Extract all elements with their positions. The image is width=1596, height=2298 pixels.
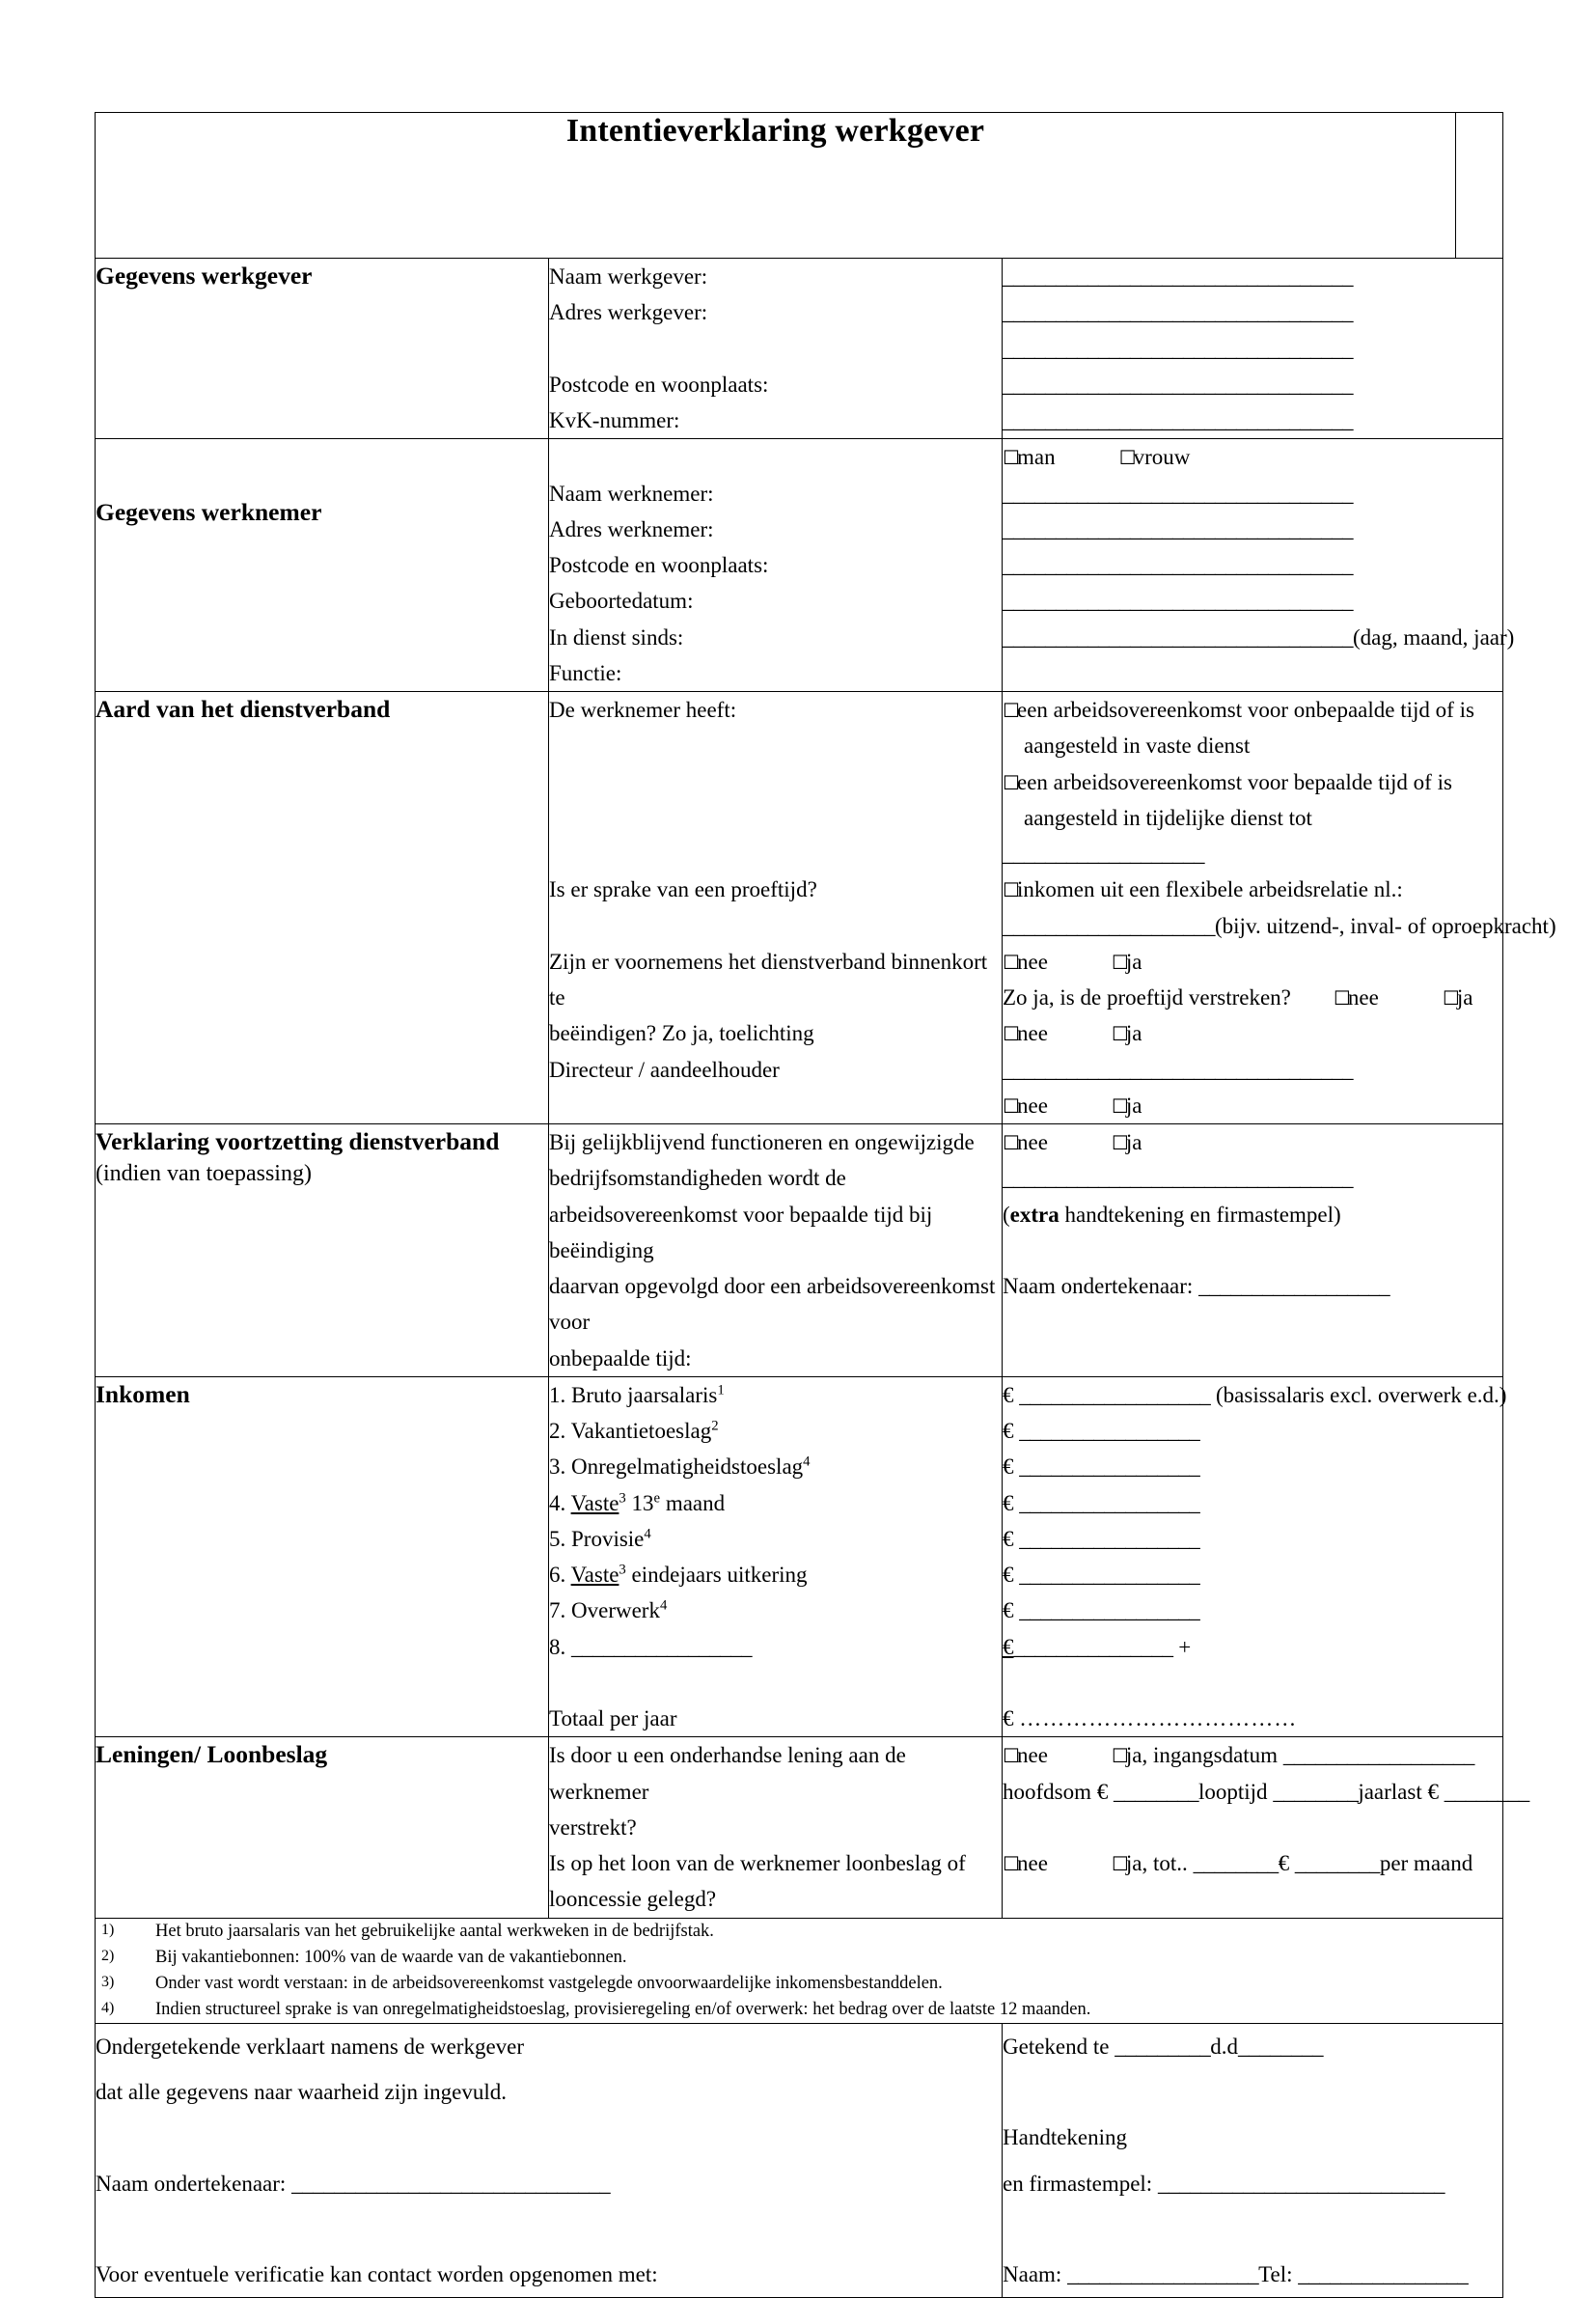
employment-answers	[1003, 692, 1556, 1124]
income-row-7-text: Overwerk	[571, 1598, 660, 1623]
footnote-3-num: 3)	[101, 1973, 115, 1990]
employee-label-indienst: In dienst sinds:	[549, 624, 684, 650]
employment-option-2-input[interactable]: ___________________	[1003, 842, 1204, 866]
employee-input-geboortedatum[interactable]: _________________________________	[1003, 589, 1353, 614]
employer-label-blank	[549, 331, 1002, 367]
employer-input-adres2[interactable]: _________________________________	[1003, 336, 1353, 361]
employee-field-inputs	[1003, 439, 1515, 692]
euro-sign-5: €	[1003, 1526, 1014, 1551]
footnote-item	[96, 1997, 1502, 2023]
loans-answers	[1003, 1737, 1529, 1918]
income-row-2-num: 2.	[549, 1419, 566, 1443]
employer-label-naam: Naam werkgever:	[549, 264, 708, 289]
declaration-stamp-label: en firmastempel:	[1003, 2171, 1158, 2196]
employment-option-1-cont-text: aangesteld in vaste dienst	[1024, 734, 1251, 759]
income-row-5-num: 5.	[549, 1526, 566, 1551]
euro-sign-1: €	[1003, 1382, 1014, 1407]
loan-annualcost-label: jaarlast €	[1358, 1779, 1445, 1804]
employment-termination-input[interactable]: _________________________________	[1003, 1057, 1353, 1082]
declaration-verification-label: Voor eventuele verificatie kan contact worden opgenomen met:	[96, 2261, 658, 2286]
income-amount-1-input[interactable]: __________________	[1019, 1382, 1211, 1407]
income-row-6-text-underline: Vaste	[570, 1563, 619, 1587]
loans-q2-answer-row	[1003, 1845, 1502, 1881]
income-row-8-num: 8.	[549, 1634, 566, 1659]
loan-startdate-input[interactable]: __________________	[1282, 1743, 1474, 1768]
income-amount-3-input[interactable]: _________________	[1019, 1454, 1200, 1480]
income-plus-sign: +	[1178, 1634, 1192, 1659]
income-amount-1-row	[1003, 1377, 1507, 1413]
loan-term-label: looptijd	[1198, 1779, 1274, 1804]
continuation-signer-row	[1003, 1268, 1502, 1304]
declaration-right-cell	[1003, 2024, 1503, 2298]
loans-q1-line1: Is door u een onderhandse lening aan de werknemer	[549, 1743, 906, 1804]
page-title: Intentieverklaring werkgever	[565, 113, 985, 149]
checkbox-termination-yes-icon[interactable]: ☐	[1111, 1022, 1129, 1046]
form-container	[95, 112, 1556, 2298]
employment-probation-question: Is er sprake van een proeftijd?	[549, 877, 817, 902]
footnote-1-num: 1)	[101, 1921, 115, 1938]
employee-field-labels	[549, 439, 1003, 692]
probation-yes-label: ja	[1125, 949, 1142, 974]
loans-q1-line2: verstrekt?	[549, 1814, 637, 1840]
continuation-text-line-3: arbeidsovereenkomst voor bepaalde tijd bij beëindiging	[549, 1202, 933, 1262]
income-row-4-num: 4.	[549, 1490, 566, 1515]
employment-termination-q1: Zijn er voornemens het dienstverband binnenkort te	[549, 949, 988, 1010]
garnishment-yes-label: ja, tot..	[1125, 1851, 1194, 1875]
income-row-7-num: 7.	[549, 1598, 566, 1623]
income-row-7-note: 4	[659, 1597, 668, 1614]
checkbox-probation-no-icon[interactable]: ☐	[1003, 950, 1020, 974]
continuation-section-row	[96, 1124, 1503, 1377]
footnote-2-num: 2)	[101, 1947, 115, 1964]
euro-sign-6: €	[1003, 1563, 1014, 1587]
income-row-3-label	[549, 1449, 1002, 1484]
continuation-yes-label: ja	[1125, 1130, 1142, 1154]
probation-elapsed-no-label: nee	[1347, 985, 1379, 1010]
income-amount-5-input[interactable]: _________________	[1019, 1526, 1200, 1551]
income-amount-7-row	[1003, 1592, 1502, 1628]
declaration-stamp-input[interactable]: ___________________________	[1157, 2171, 1445, 2196]
employment-option-2-cont-text: aangesteld in tijdelijke dienst tot	[1024, 805, 1312, 830]
document-title-cell	[96, 113, 1456, 259]
income-amount-7-input[interactable]: _________________	[1019, 1598, 1200, 1623]
employee-indienst-hint: (dag, maand, jaar)	[1353, 624, 1515, 650]
employee-input-naam[interactable]: _________________________________	[1003, 481, 1353, 506]
title-spacer-cell	[1456, 113, 1503, 259]
footnote-4-num: 4)	[101, 1999, 115, 2016]
continuation-text-line-1: Bij gelijkblijvend functioneren en ongewijzigde	[549, 1130, 975, 1154]
income-row-6-text-rest: eindejaars uitkering	[625, 1563, 808, 1587]
income-section-row	[96, 1376, 1503, 1737]
income-row-2-label	[549, 1413, 1002, 1449]
employment-section-row	[96, 692, 1503, 1124]
declaration-contact-tel-input[interactable]: ________________	[1298, 2261, 1469, 2286]
employment-probation-answer	[1003, 944, 1502, 980]
declaration-signature-label: Handtekening	[1003, 2125, 1128, 2150]
euro-sign-total: €	[1003, 1706, 1014, 1730]
declaration-left-cell	[96, 2024, 1003, 2298]
income-row-4-note2: e	[653, 1489, 661, 1506]
employee-label-adres: Adres werknemer:	[549, 516, 714, 541]
checkbox-termination-no-icon[interactable]: ☐	[1003, 1022, 1020, 1046]
employment-option-1	[1003, 692, 1502, 728]
employee-input-indienst[interactable]: _________________________________	[1003, 624, 1353, 650]
continuation-note-open: (	[1003, 1202, 1010, 1227]
loan-annualcost-input[interactable]: ________	[1444, 1779, 1529, 1804]
employment-intro: De werknemer heeft:	[549, 698, 737, 722]
euro-sign-2: €	[1003, 1419, 1014, 1443]
employer-section-row	[96, 259, 1503, 439]
continuation-answers	[1003, 1124, 1503, 1377]
footnotes-table	[96, 1919, 1502, 2024]
loans-section-label: Leningen/ Loonbeslag	[96, 1737, 549, 1918]
footnote-4-text: Indien structureel sprake is van onregelmatigheidstoeslag, provisieregeling en/of overwerk: het bedrag over de laatste 12 maanden.	[155, 1999, 1091, 2019]
title-row	[96, 113, 1503, 259]
continuation-section-label-cell	[96, 1124, 549, 1377]
employer-section-label: Gegevens werkgever	[96, 259, 549, 439]
employer-label-adres: Adres werkgever:	[549, 300, 708, 325]
employee-section-row	[96, 439, 1503, 692]
income-row-1-num: 1.	[549, 1382, 566, 1407]
continuation-signer-label: Naam ondertekenaar:	[1003, 1274, 1199, 1298]
employee-label-naam: Naam werknemer:	[549, 481, 714, 506]
income-row-2-text: Vakantietoeslag	[570, 1419, 712, 1443]
euro-sign-4: €	[1003, 1490, 1014, 1515]
footnotes-cell	[96, 1918, 1503, 2024]
checkbox-garnishment-no-icon[interactable]: ☐	[1003, 1852, 1020, 1875]
income-row-3-num: 3.	[549, 1454, 566, 1480]
income-total-row	[1003, 1701, 1502, 1736]
employment-questions	[549, 692, 1003, 1124]
footnotes-row	[96, 1918, 1503, 2024]
employment-option-3-text: inkomen uit een flexibele arbeidsrelatie nl.:	[1017, 877, 1403, 902]
checkbox-permanent-contract-icon[interactable]: ☐	[1003, 699, 1020, 722]
continuation-no-label: nee	[1017, 1130, 1048, 1154]
euro-sign-7: €	[1003, 1598, 1014, 1623]
income-row-6-num: 6.	[549, 1563, 566, 1587]
director-yes-label: ja	[1125, 1093, 1142, 1118]
checkbox-vrouw-label: vrouw	[1133, 445, 1191, 470]
declaration-stamp-row	[1003, 2161, 1502, 2206]
income-row-4-note: 3	[619, 1489, 626, 1506]
employer-input-adres[interactable]: _________________________________	[1003, 300, 1353, 325]
declaration-signer-input[interactable]: ______________________________	[291, 2171, 611, 2196]
employee-label-postcode: Postcode en woonplaats:	[549, 553, 769, 577]
footnote-item	[96, 1971, 1502, 1997]
loans-q2-line1: Is op het loon van de werknemer loonbeslag of	[549, 1851, 966, 1875]
loan-principal-input[interactable]: ________	[1114, 1779, 1198, 1804]
income-row-4-label	[549, 1485, 1002, 1521]
income-row-6-label	[549, 1557, 1002, 1592]
income-amount-2-input[interactable]: _________________	[1019, 1419, 1200, 1443]
continuation-note-bold: extra	[1009, 1202, 1059, 1227]
income-row-2-note: 2	[711, 1418, 719, 1434]
income-row-3-text: Onregelmatigheidstoeslag	[571, 1454, 804, 1480]
employment-option-1-text: een arbeidsovereenkomst voor onbepaalde tijd of is	[1017, 698, 1474, 722]
footnote-3-text: Onder vast wordt verstaan: in de arbeidsovereenkomst vastgelegde onvoorwaardelijke inkomensbestanddelen.	[155, 1973, 943, 1993]
declaration-dd-label: d.d	[1210, 2035, 1238, 2060]
employment-option-3-cont	[1003, 908, 1556, 944]
declaration-line-2: dat alle gegevens naar waarheid zijn ingevuld.	[96, 2080, 507, 2105]
employee-input-adres[interactable]: _________________________________	[1003, 516, 1353, 541]
probation-elapsed-yes-label: ja	[1456, 985, 1473, 1010]
declaration-dd-input[interactable]: ________	[1237, 2035, 1323, 2060]
declaration-contact-tel-label: Tel:	[1258, 2261, 1299, 2286]
checkbox-probation-yes-icon[interactable]: ☐	[1111, 950, 1129, 974]
loans-amounts-row	[1003, 1774, 1529, 1810]
employer-field-inputs	[1003, 259, 1503, 439]
declaration-signer-label: Naam ondertekenaar:	[96, 2171, 292, 2196]
income-row-4-text-underline: Vaste	[570, 1490, 619, 1515]
loans-section-row	[96, 1737, 1503, 1918]
checkbox-continuation-no-icon[interactable]: ☐	[1003, 1131, 1020, 1154]
checkbox-director-yes-icon[interactable]: ☐	[1111, 1094, 1129, 1118]
probation-followup-question: Zo ja, is de proeftijd verstreken?	[1003, 985, 1291, 1010]
declaration-signer-row	[96, 2161, 1002, 2206]
income-total-label: Totaal per jaar	[549, 1706, 677, 1730]
declaration-contact-name-label: Naam:	[1003, 2261, 1068, 2286]
probation-no-label: nee	[1017, 949, 1048, 974]
termination-no-label: nee	[1017, 1021, 1048, 1046]
income-amount-4-input[interactable]: _________________	[1019, 1490, 1200, 1515]
employment-option-3-hint: (bijv. uitzend-, inval- of oproepkracht)	[1215, 913, 1556, 938]
income-amount-3-row	[1003, 1449, 1502, 1484]
income-line-labels	[549, 1376, 1003, 1737]
continuation-signer-input[interactable]: __________________	[1198, 1274, 1390, 1298]
continuation-text	[549, 1124, 1003, 1377]
checkbox-man-icon[interactable]: ☐	[1003, 446, 1020, 470]
income-row-3-note: 4	[803, 1454, 811, 1470]
employer-label-postcode: Postcode en woonplaats:	[549, 372, 769, 397]
euro-sign-3: €	[1003, 1454, 1014, 1480]
loans-q2-line2: looncessie gelegd?	[549, 1887, 717, 1912]
checkbox-vrouw-icon[interactable]: ☐	[1118, 446, 1137, 470]
employer-label-kvk: KvK-nummer:	[549, 408, 680, 432]
continuation-text-line-4: daarvan opgevolgd door een arbeidsovereenkomst voor	[549, 1274, 996, 1335]
employee-label-functie: Functie:	[549, 660, 622, 685]
intention-declaration-form	[95, 112, 1556, 2298]
income-amount-6-input[interactable]: _________________	[1019, 1563, 1200, 1587]
employee-section-label: Gegevens werknemer	[96, 439, 549, 692]
income-section-label: Inkomen	[96, 1376, 549, 1737]
loan-term-input[interactable]: ________	[1273, 1779, 1359, 1804]
income-row-4-text-rest2: maand	[660, 1490, 726, 1515]
loan-no-label: nee	[1017, 1743, 1048, 1768]
income-row-1-text: Bruto jaarsalaris	[571, 1382, 718, 1407]
footnote-item	[96, 1919, 1502, 1945]
garnishment-euro-sign: €	[1278, 1851, 1295, 1875]
footnote-2-text: Bij vakantiebonnen: 100% van de waarde van de vakantiebonnen.	[155, 1947, 627, 1967]
garnishment-no-label: nee	[1017, 1851, 1048, 1875]
checkbox-garnishment-yes-icon[interactable]: ☐	[1111, 1852, 1129, 1875]
checkbox-probation-elapsed-no-icon[interactable]: ☐	[1333, 986, 1351, 1010]
garnishment-total-input[interactable]: ________	[1193, 1851, 1279, 1875]
employment-option-1-cont	[1003, 728, 1502, 763]
checkbox-flexible-contract-icon[interactable]: ☐	[1003, 878, 1020, 902]
garnishment-permonth-label: per maand	[1379, 1851, 1473, 1875]
income-row-5-note: 4	[644, 1526, 651, 1542]
checkbox-probation-elapsed-yes-icon[interactable]: ☐	[1442, 986, 1460, 1010]
employee-input-indienst-row	[1003, 620, 1515, 655]
continuation-section-sublabel: (indien van toepassing)	[96, 1161, 312, 1187]
income-row-8-input-label[interactable]: _________________	[571, 1634, 752, 1659]
employment-option-2	[1003, 764, 1502, 800]
income-amount-4-row	[1003, 1485, 1502, 1521]
termination-yes-label: ja	[1125, 1021, 1142, 1046]
income-row-8-label	[549, 1629, 1002, 1665]
garnishment-amount-input[interactable]: ________	[1294, 1851, 1380, 1875]
income-amount-inputs	[1003, 1376, 1507, 1737]
footnote-item	[96, 1945, 1502, 1971]
continuation-section-label: Verklaring voortzetting dienstverband	[96, 1127, 500, 1155]
continuation-signature-note	[1003, 1197, 1502, 1232]
employee-input-postcode[interactable]: _________________________________	[1003, 553, 1353, 577]
loan-principal-label: hoofdsom €	[1003, 1779, 1114, 1804]
employee-gender-row	[1003, 439, 1502, 475]
employment-option-3	[1003, 872, 1502, 907]
employment-director-question: Directeur / aandeelhouder	[549, 1057, 780, 1082]
employment-option-2-cont	[1003, 800, 1502, 872]
declaration-row	[96, 2024, 1503, 2298]
loan-yes-label: ja, ingangsdatum	[1125, 1743, 1283, 1768]
declaration-signedat-row	[1003, 2024, 1502, 2069]
footnote-1-text: Het bruto jaarsalaris van het gebruikelijke aantal werkweken in de bedrijfstak.	[155, 1921, 714, 1941]
income-amount-2-row	[1003, 1413, 1502, 1449]
employee-gender-spacer	[549, 439, 1002, 475]
income-amount-5-row	[1003, 1521, 1502, 1557]
declaration-signedat-input[interactable]: _________	[1114, 2035, 1211, 2060]
employment-option-3-input[interactable]: ____________________	[1003, 913, 1215, 938]
employment-section-label: Aard van het dienstverband	[96, 692, 549, 1124]
checkbox-director-no-icon[interactable]: ☐	[1003, 1094, 1020, 1118]
checkbox-loan-yes-icon[interactable]: ☐	[1111, 1744, 1129, 1768]
income-row-1-label	[549, 1377, 1002, 1413]
declaration-contact-name-input[interactable]: __________________	[1067, 2261, 1259, 2286]
employer-field-labels	[549, 259, 1003, 439]
income-total-input[interactable]: ………………………………	[1019, 1706, 1298, 1730]
employment-termination-answer	[1003, 1015, 1502, 1051]
income-row-4-text-rest: 13	[625, 1490, 654, 1515]
income-row-5-text: Provisie	[571, 1526, 645, 1551]
declaration-signedat-label: Getekend te	[1003, 2035, 1115, 2060]
declaration-contact-row	[1003, 2252, 1502, 2297]
euro-sign-8: €	[1003, 1634, 1014, 1659]
employee-label-geboortedatum: Geboortedatum:	[549, 589, 694, 614]
income-row-1-note: 1	[717, 1382, 725, 1398]
continuation-answer-row	[1003, 1124, 1502, 1160]
employer-input-naam[interactable]: _________________________________	[1003, 264, 1353, 289]
employer-input-postcode[interactable]: _________________________________	[1003, 372, 1353, 397]
employment-termination-q2: beëindigen? Zo ja, toelichting	[549, 1021, 814, 1046]
income-row-7-label	[549, 1592, 1002, 1628]
employment-director-answer	[1003, 1088, 1502, 1123]
income-amount-1-hint: (basissalaris excl. overwerk e.d.)	[1216, 1382, 1507, 1407]
continuation-note-rest: handtekening en firmastempel)	[1059, 1202, 1341, 1227]
income-amount-6-row	[1003, 1557, 1502, 1592]
income-row-6-note: 3	[619, 1562, 626, 1578]
declaration-line-1: Ondergetekende verklaart namens de werkgever	[96, 2035, 525, 2060]
checkbox-man-label: man	[1017, 445, 1056, 470]
director-no-label: nee	[1017, 1093, 1048, 1118]
income-row-5-label	[549, 1521, 1002, 1557]
checkbox-temporary-contract-icon[interactable]: ☐	[1003, 770, 1020, 794]
employment-probation-followup	[1003, 980, 1502, 1015]
checkbox-loan-no-icon[interactable]: ☐	[1003, 1744, 1020, 1768]
loans-q1-answer-row	[1003, 1737, 1502, 1773]
employer-input-kvk[interactable]: _________________________________	[1003, 408, 1353, 432]
employment-option-2-text: een arbeidsovereenkomst voor bepaalde tijd of is	[1017, 769, 1452, 794]
continuation-signature-input[interactable]: _________________________________	[1003, 1166, 1353, 1191]
checkbox-continuation-yes-icon[interactable]: ☐	[1111, 1131, 1129, 1154]
income-amount-8-row	[1003, 1629, 1502, 1665]
continuation-text-line-2: bedrijfsomstandigheden wordt de	[549, 1166, 846, 1191]
income-amount-8-input[interactable]: _______________	[1013, 1634, 1173, 1659]
continuation-text-line-5: onbepaalde tijd:	[549, 1345, 692, 1370]
loans-questions	[549, 1737, 1003, 1918]
